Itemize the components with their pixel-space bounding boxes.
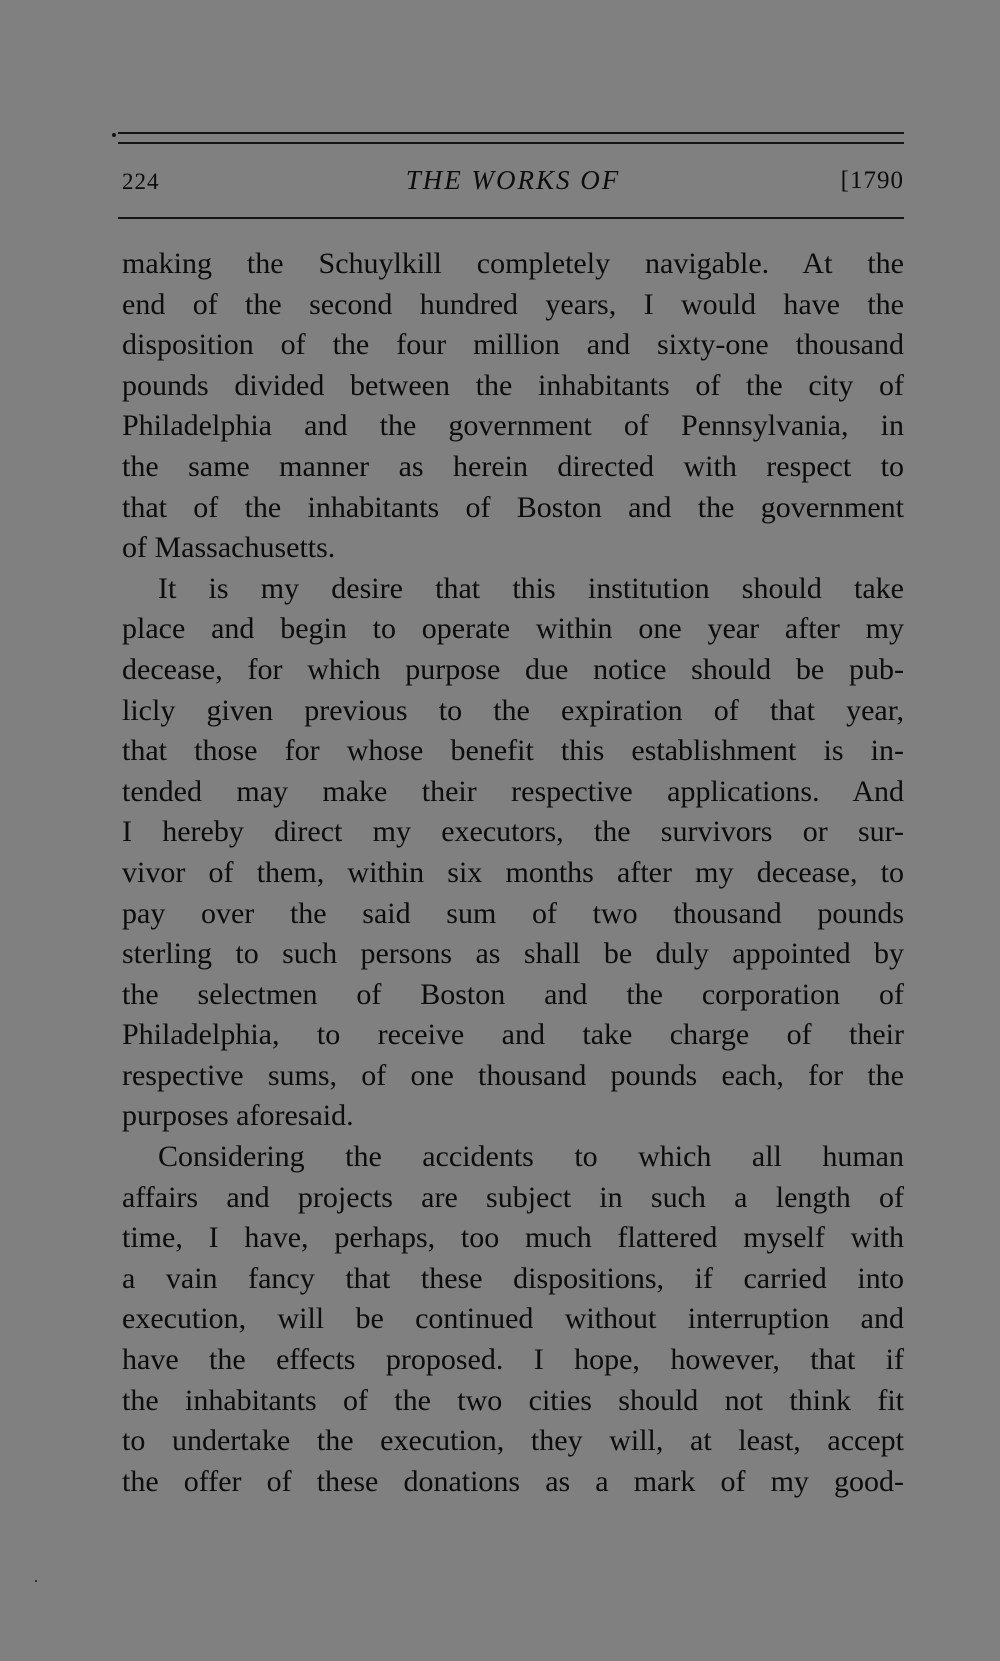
text-line: execution, will be continued without interruption and [122, 1302, 904, 1336]
text-line: respective sums, of one thousand pounds each, for the [122, 1058, 904, 1092]
text-line: tended may make their respective applications. And [122, 774, 904, 808]
header-ornament-dot [112, 133, 116, 137]
text-line: Philadelphia, to receive and take charge of their [122, 1018, 904, 1052]
paragraph-1 [122, 244, 904, 569]
text-line: sterling to such persons as shall be duly appointed by [122, 937, 904, 971]
text-line: vivor of them, within six months after my decease, to [122, 855, 904, 889]
header-top-rule [118, 132, 904, 134]
text-line: that those for whose benefit this establishment is in- [122, 734, 904, 768]
text-line: that of the inhabitants of Boston and the government [122, 490, 904, 524]
text-line: have the effects proposed. I hope, however, that if [122, 1343, 904, 1377]
text-line: a vain fancy that these dispositions, if carried into [122, 1261, 904, 1295]
text-line: pay over the said sum of two thousand pounds [122, 896, 904, 930]
page-number: 224 [122, 169, 160, 194]
text-line: the inhabitants of the two cities should not think fit [122, 1383, 904, 1417]
text-line: purposes aforesaid. [122, 1099, 354, 1133]
paragraph-2 [122, 569, 904, 1137]
text-line: It is my desire that this institution should take [158, 571, 904, 605]
header-bottom-rule [118, 217, 904, 219]
text-line: the same manner as herein directed with respect to [122, 449, 904, 483]
running-title: THE WORKS OF [405, 165, 621, 195]
text-line: the offer of these donations as a mark of my good- [122, 1464, 904, 1498]
year-mark: [1790 [840, 167, 904, 194]
text-line: the selectmen of Boston and the corporation of [122, 977, 904, 1011]
paragraph-3 [122, 1137, 904, 1502]
header-second-rule [118, 142, 904, 144]
body-text [122, 244, 904, 1502]
text-line: making the Schuylkill completely navigable. At the [122, 247, 904, 280]
text-line: I hereby direct my executors, the survivors or sur- [122, 815, 904, 849]
text-line: place and begin to operate within one year after my [122, 612, 904, 646]
text-line: affairs and projects are subject in such a length of [122, 1180, 904, 1214]
running-head [122, 165, 904, 205]
text-line: decease, for which purpose due notice should be pub- [122, 652, 904, 686]
text-line: licly given previous to the expiration of that year, [122, 693, 904, 727]
text-line: end of the second hundred years, I would have the [122, 287, 904, 321]
text-line: disposition of the four million and sixty-one thousand [122, 328, 904, 362]
text-line: Considering the accidents to which all human [158, 1140, 904, 1174]
text-line: time, I have, perhaps, too much flattered myself with [122, 1221, 904, 1255]
text-line: pounds divided between the inhabitants of the city of [122, 368, 904, 402]
text-line: to undertake the execution, they will, at least, accept [122, 1424, 904, 1458]
scan-speck [35, 1580, 37, 1582]
text-line: of Massachusetts. [122, 531, 336, 565]
text-line: Philadelphia and the government of Pennsylvania, in [122, 409, 904, 443]
